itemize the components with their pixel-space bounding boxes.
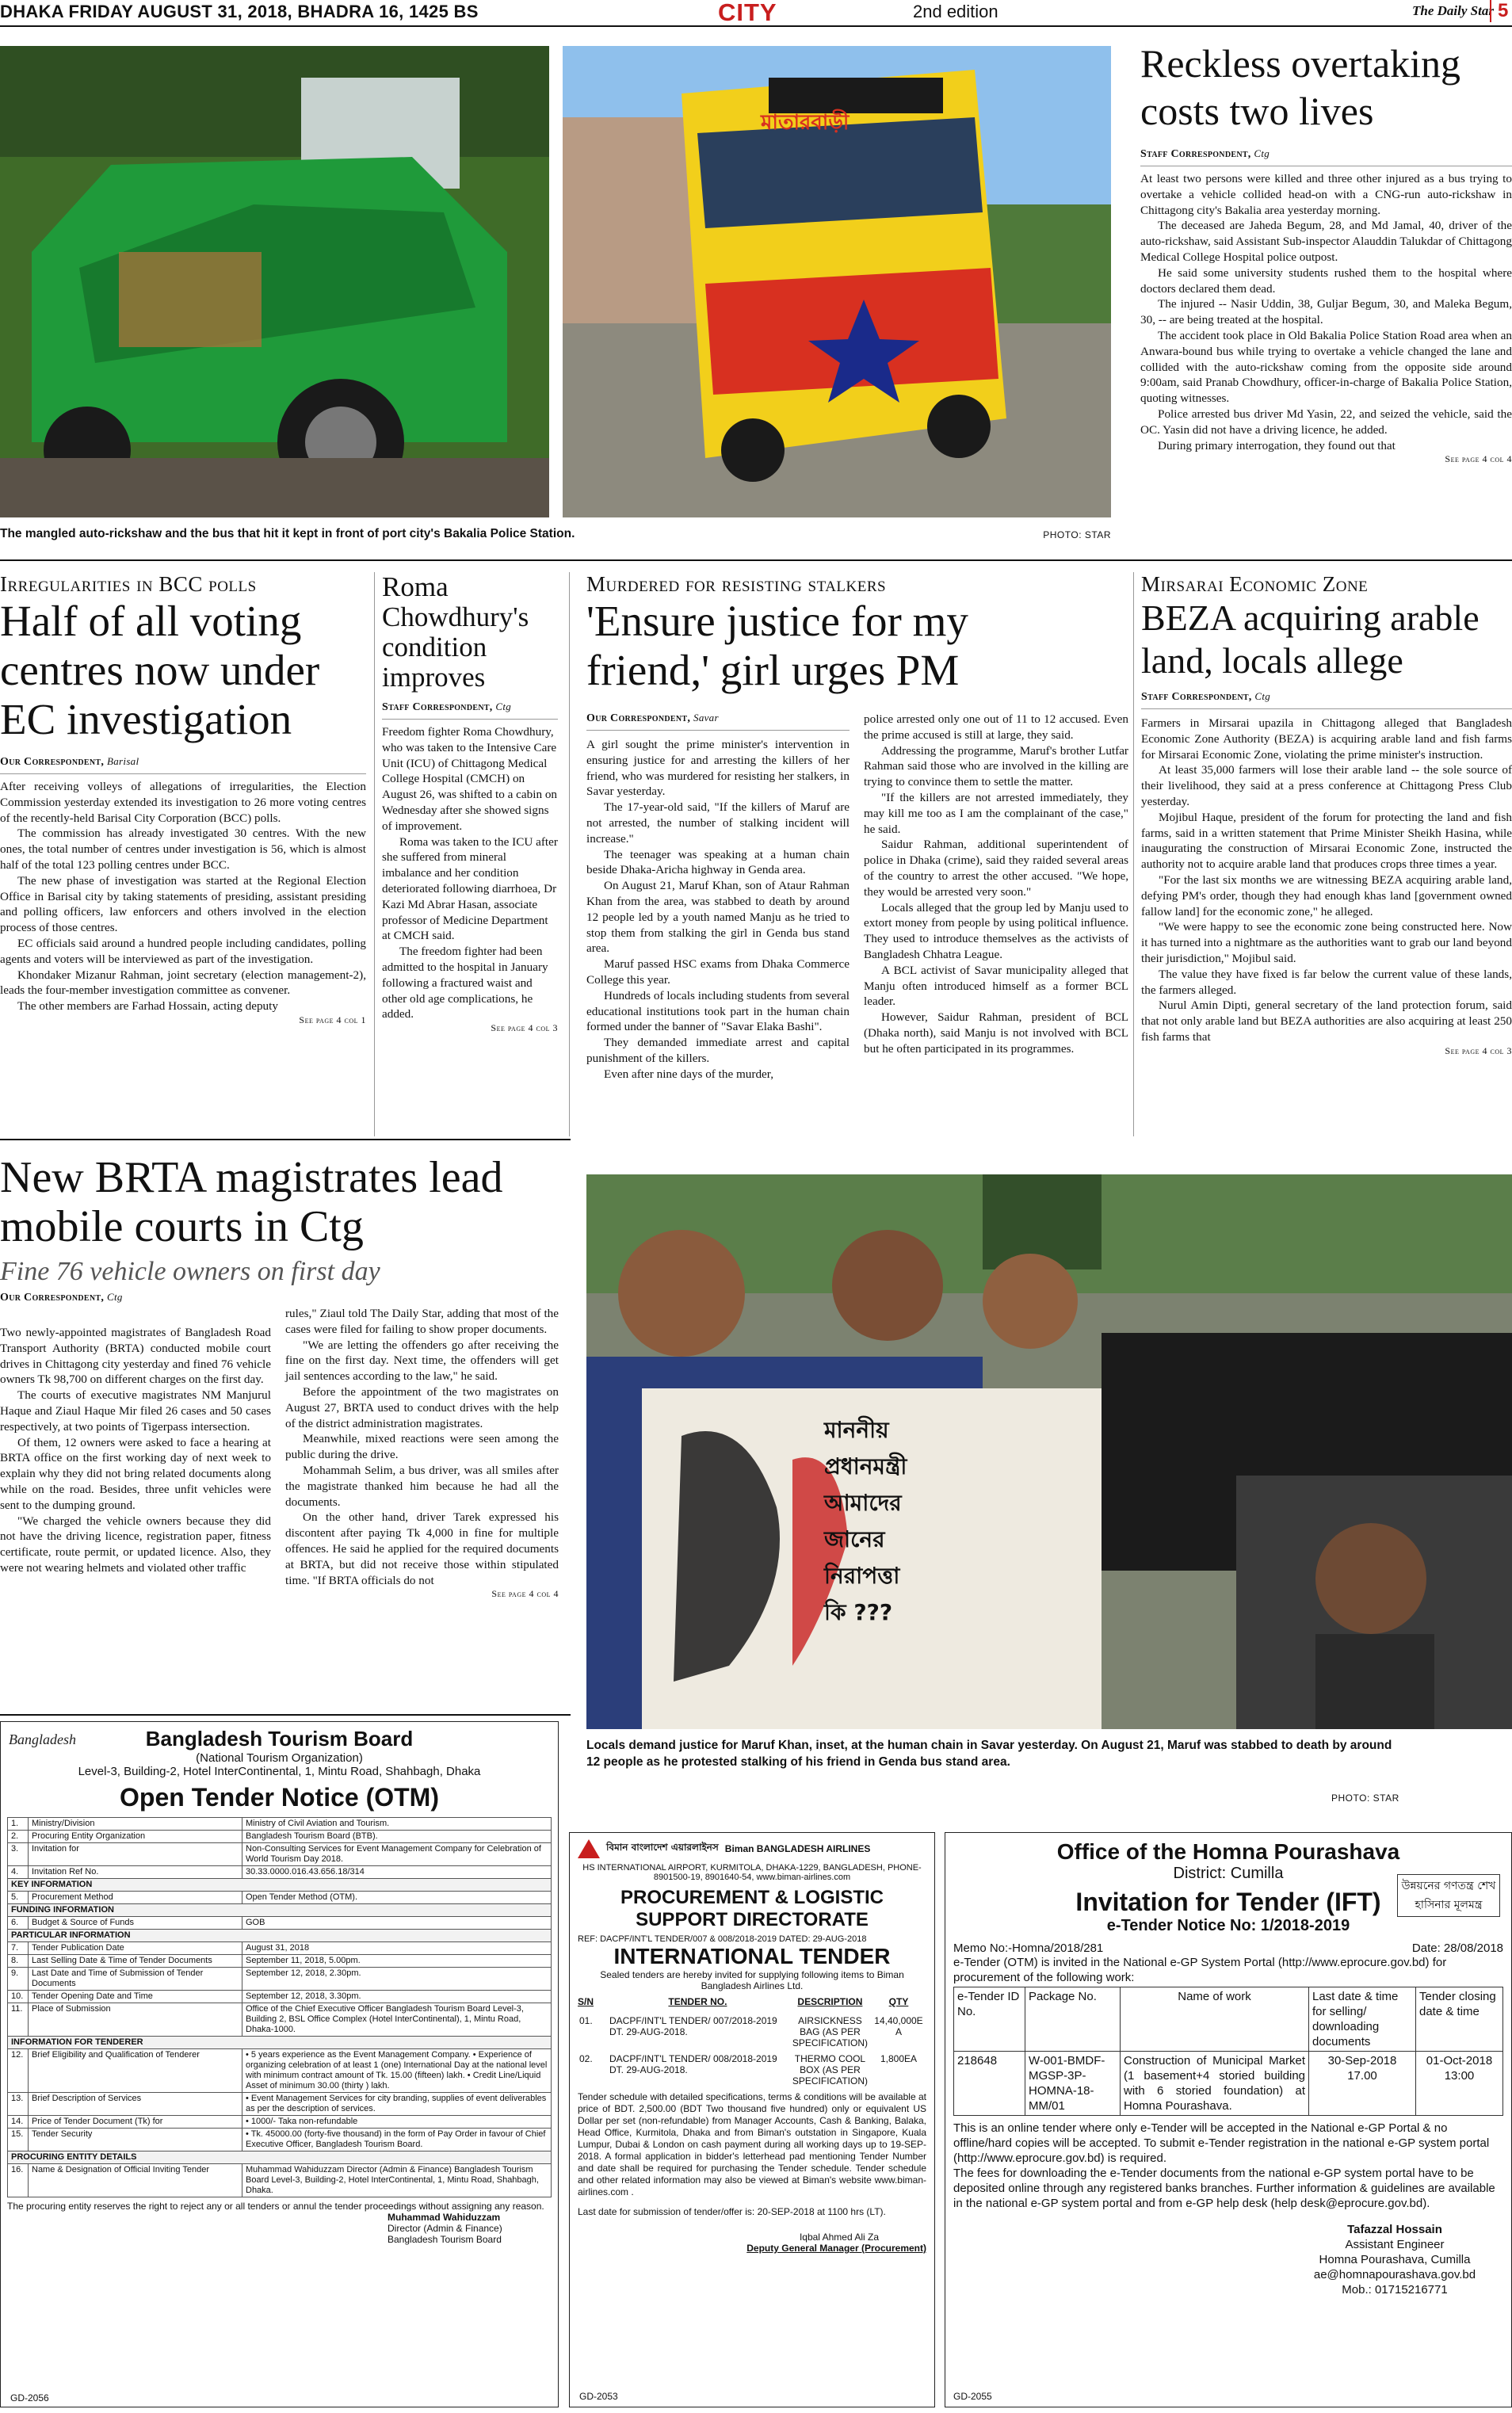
- ad-homna-pourashava: [945, 1832, 1512, 2407]
- cell: 01-Oct-2018 13:00: [1416, 2052, 1503, 2116]
- column-rule: [374, 572, 375, 1136]
- cell: Brief Eligibility and Qualification of Tenderer: [29, 2049, 242, 2093]
- col-package: Package No.: [1025, 1987, 1121, 2052]
- para: "We are letting the offenders go after receiving the fine on the first day. Next time, the offenders will get jail sentences according to the law," he said.: [285, 1338, 559, 1384]
- biman-logo-icon: [578, 1839, 600, 1858]
- cell: W-001-BMDF-MGSP-3P-HOMNA-18-MM/01: [1025, 2052, 1121, 2116]
- cell: • 5 years experience as the Event Management Company. • Experience of organizing celebration of at least 1 (one) International Day at the national level with minimum contract amount of Tk. 15.00 (fifteen) lakh. • Credit Line/Liquid Asset of minimum 30.00 (thirty ) lakh.: [242, 2049, 552, 2093]
- see-page-story2[interactable]: See page 4 col 1: [299, 1014, 366, 1025]
- biman-addr: HS INTERNATIONAL AIRPORT, KURMITOLA, DHAKA-1229, BANGLADESH, PHONE-8901500-19, 8901640-54, www.biman-airlines.com: [582, 1863, 922, 1882]
- cell: 3.: [8, 1843, 29, 1866]
- para: At least 35,000 farmers will lose their arable land -- the sole source of their livelihood, they said at a press conference at Chittagong Press Club yesterday.: [1141, 763, 1512, 808]
- table-row: [8, 1879, 552, 1892]
- para: Farmers in Mirsarai upazila in Chittagong alleged that Bangladesh Economic Zone Authority (BEZA) is acquiring arable land and fish farms for Mirsarai Economic Zone, violating the prime minister's instruction.: [1141, 716, 1512, 762]
- cell: THERMO COOL BOX (AS PER SPECIFICATION): [792, 2053, 868, 2087]
- para: He said some university students rushed them to the hospital where doctors declared them dead.: [1140, 265, 1512, 296]
- subhead-brta: Fine 76 vehicle owners on first day: [0, 1257, 380, 1286]
- masthead-date: DHAKA FRIDAY AUGUST 31, 2018, BHADRA 16, 1425 BS: [0, 2, 479, 21]
- cell: Budget & Source of Funds: [29, 1917, 242, 1930]
- para: A girl sought the prime minister's intervention in ensuring justice for and arresting the killers of her friend, who was murdered for resisting her stalkers, in Savar yesterday.: [586, 738, 850, 799]
- biman-title: INTERNATIONAL TENDER: [613, 1944, 891, 1968]
- see-page-story5[interactable]: See page 4 col 3: [1445, 1044, 1512, 1056]
- table-row: [8, 2129, 552, 2151]
- para: The injured -- Nasir Uddin, 38, Guljar Begum, 30, and Maleka Begum, 30, -- are being treated at the hospital.: [1140, 297, 1512, 327]
- cell: 218648: [954, 2052, 1025, 2116]
- ad-tourism-board: [0, 1721, 559, 2407]
- body-story2: [0, 779, 366, 1014]
- para: Meanwhile, mixed reactions were seen among the public during the drive.: [285, 1432, 559, 1462]
- paper-logo: The Daily Star: [1412, 3, 1494, 18]
- homna-signature: [1286, 2222, 1503, 2297]
- para: During primary interrogation, they found out that: [1158, 438, 1396, 452]
- cell: Open Tender Method (OTM).: [242, 1892, 552, 1904]
- headline-roma-chowdhury: Roma Chowdhury's condition improves: [382, 571, 529, 693]
- para: On the other hand, driver Tarek expressed his discontent after paying Tk 4,000 in fine for multiple offences. He said he applied for the required documents at BRTA, but did not receive those within stipulated time. "If BRTA officials do not: [285, 1510, 559, 1587]
- byline-story6: [0, 1291, 559, 1304]
- byline-story1-name: Staff Correspondent,: [1140, 148, 1251, 160]
- cell: • Event Management Services for city branding, supplies of event deliverables as per the description of services.: [242, 2093, 552, 2116]
- body-story6-col2: [285, 1306, 559, 1588]
- byline-story5: [1141, 690, 1512, 704]
- para: Maruf passed HSC exams from Dhaka Commerce College this year.: [586, 957, 850, 987]
- biman-body: Tender schedule with detailed specifications, terms & conditions will be available at price of BDT. 2,500.00 (BDT Two thousand five hundred) only or equivalent US Dollar per set (non-refundable) from Manager Accounts, Cash & Banking, Balaka, Head Office, Kurmitola, Dhaka and from Biman's outstation in Singapore, Kuala Lumpur, Dubai & London on cash payment during all working days up to 19-SEP-2018. A formal application in bidder's letterhead pad mentioning Tender Number and date shall be required for purchasing the Tender schedule. Tender schedule and other related information may also be viewed at Biman's website www.biman-airlines.com .: [578, 2091, 926, 2197]
- para: The new phase of investigation was started at the Regional Election Office in Barisal city by taking statements of presiding, assistant presiding and polling officers, law enforcers and others involved in the election process of those centres.: [0, 873, 366, 935]
- cell: Price of Tender Document (Tk) for: [29, 2116, 242, 2129]
- para: rules," Ziaul told The Daily Star, adding that most of the cases were filed for failing to show proper documents.: [285, 1307, 559, 1336]
- cell: 30-Sep-2018 17.00: [1309, 2052, 1416, 2116]
- sig-title: Assistant Engineer: [1345, 2238, 1445, 2251]
- col-last-date: Last date & time for selling/ downloading documents: [1309, 1987, 1416, 2052]
- cell: September 12, 2018, 3.30pm.: [242, 1991, 552, 2003]
- table-row: [8, 2093, 552, 2116]
- headline-bcc-polls: Half of all voting centres now under EC investigation: [0, 597, 320, 743]
- body-story4-col1: [586, 737, 850, 1082]
- cell: 16.: [8, 2164, 29, 2197]
- para: Nurul Amin Dipti, general secretary of the land protection forum, said that not only arable land but BEZA authorities are also acquiring at least 250 fish farms that: [1141, 998, 1512, 1044]
- para: "We charged the vehicle owners because they did not have the driving licence, registration paper, fitness certificate, route permit, or updated licence. Also, they were not wearing helmets and violated other traffic: [0, 1514, 271, 1575]
- see-page-story3[interactable]: See page 4 col 3: [491, 1022, 558, 1034]
- homna-work-table: [953, 1987, 1503, 2116]
- table-row: [578, 2007, 926, 2048]
- para: Mohammah Selim, a bus driver, was all smiles after the magistrate thanked him because he had all the documents.: [285, 1463, 559, 1509]
- col-tender-no: TENDER NO.: [668, 1996, 727, 2007]
- cell: 12.: [8, 2049, 29, 2093]
- page-number: 5: [1490, 0, 1508, 22]
- cell: 11.: [8, 2003, 29, 2037]
- cell: September 11, 2018, 5.00pm.: [242, 1955, 552, 1968]
- cell: 7.: [8, 1942, 29, 1955]
- col-id: e-Tender ID No.: [954, 1987, 1025, 2052]
- section-header: FUNDING INFORMATION: [8, 1904, 552, 1917]
- table-row: [578, 2048, 926, 2087]
- body-story6-col1: [0, 1325, 271, 1576]
- cell: 1.: [8, 1818, 29, 1831]
- para: Saidur Rahman, additional superintendent of police in Dhaka (crime), said they raided several areas of the country to arrest the other accused. "We hope, they would be arrested very soon.": [864, 838, 1128, 899]
- cell: 6.: [8, 1917, 29, 1930]
- cell: September 12, 2018, 2.30pm.: [242, 1968, 552, 1991]
- bus-sign-text: মাতারবাড়ী: [761, 111, 850, 135]
- cell: Non-Consulting Services for Event Management Company for Celebration of World Tourism Day 2018.: [242, 1843, 552, 1866]
- byline-story2: [0, 755, 366, 769]
- para: At least two persons were killed and three other injured as a bus trying to overtake a vehicle collided head-on with a CNG-run auto-rickshaw in Chittagong city's Bakalia area yesterday morning.: [1140, 172, 1512, 217]
- cell: Procurement Method: [29, 1892, 242, 1904]
- story-brta: [0, 1153, 559, 1304]
- cell: Brief Description of Services: [29, 2093, 242, 2116]
- para: The other members are Farhad Hossain, acting deputy: [17, 999, 278, 1014]
- section-header: KEY INFORMATION: [8, 1879, 552, 1892]
- byline-story5-name: Staff Correspondent,: [1141, 691, 1252, 703]
- cell: GOB: [242, 1917, 552, 1930]
- edition-label: 2nd edition: [913, 2, 998, 21]
- para: Mojibul Haque, president of the forum for protecting the land and fish farms, said in a written statement that Prime Minister Sheikh Hasina, while inaugurating the construction of Mirsarai Economic Zone, instructed the authority not to acquire arable land that produces crops three times a year.: [1141, 810, 1512, 872]
- byline-story2-name: Our Correspondent,: [0, 756, 105, 768]
- cell: Construction of Municipal Market (1 basement+4 storied building with 6 storied foundation) at Homna Pourashava.: [1121, 2052, 1309, 2116]
- byline-story4-name: Our Correspondent,: [586, 712, 691, 724]
- col-description: DESCRIPTION: [797, 1996, 863, 2007]
- divider: [0, 1139, 571, 1140]
- see-page-story1[interactable]: See page 4 col 4: [1445, 453, 1512, 465]
- sig-org: Bangladesh Tourism Board: [388, 2234, 502, 2245]
- ad1-title: Open Tender Notice (OTM): [120, 1783, 439, 1812]
- homna-slogan: উন্নয়নের গণতন্ত্র শেখ হাসিনার মূলমন্ত্র: [1397, 1874, 1500, 1917]
- table-row: [8, 1843, 552, 1866]
- photo-auto-rickshaw: [0, 46, 549, 517]
- cell: Muhammad Wahiduzzam Director (Admin & Finance) Bangladesh Tourism Board Level-3, Building-2, Hotel InterContinental, 1, Mintu Road, Shahbagh, Dhaka.: [242, 2164, 552, 2197]
- biman-intro: Sealed tenders are hereby invited for supplying following items to Biman Bangladesh Airlines Ltd.: [600, 1969, 904, 1991]
- story-reckless-overtaking: [1140, 40, 1512, 465]
- ad1-header: [7, 1727, 552, 1812]
- headline-ensure-justice: 'Ensure justice for my friend,' girl urges PM: [586, 597, 968, 694]
- table-row: [8, 1818, 552, 1831]
- para: However, Saidur Rahman, president of BCL (Dhaka north), said Manju is not involved with BCL but he often participated in its programmes.: [864, 1010, 1128, 1056]
- headline-brta: New BRTA magistrates lead mobile courts in Ctg: [0, 1153, 503, 1251]
- para: Even after nine days of the murder,: [604, 1067, 774, 1081]
- homna-intro: e-Tender (OTM) is invited in the National e-GP System Portal (http://www.eprocure.gov.bd) for procurement of the following work:: [953, 1956, 1447, 1984]
- biman-brand-row: [578, 1839, 926, 1858]
- para: Police arrested bus driver Md Yasin, 22, and seized the vehicle, said the OC. Yasin did not have a driving licence, he added.: [1140, 407, 1512, 437]
- col-closing: Tender closing date & time: [1416, 1987, 1503, 2052]
- para: Two newly-appointed magistrates of Bangladesh Road Transport Authority (BRTA) conducted mobile court drives in Chittagong city yesterday and fined 76 vehicle owners Tk 98,700 on different charges on the first day.: [0, 1326, 271, 1387]
- biman-ref: REF: DACPF/INT'L TENDER/007 & 008/2018-2019 DATED: 29-AUG-2018: [578, 1934, 867, 1944]
- sig-org: Homna Pourashava, Cumilla: [1319, 2253, 1471, 2266]
- sig-name: Muhammad Wahiduzzam: [388, 2212, 501, 2223]
- body-story4-col2: [864, 712, 1128, 1057]
- human-chain-illustration: [586, 1174, 1512, 1729]
- table-row: [8, 1831, 552, 1843]
- cell: Invitation for: [29, 1843, 242, 1866]
- ad3-code: GD-2055: [953, 2391, 992, 2402]
- table-row: [8, 2151, 552, 2164]
- para: Freedom fighter Roma Chowdhury, who was taken to the Intensive Care Unit (ICU) of Chittagong Medical College Hospital (CMCH) on August 26, was shifted to a cabin on Wednesday after she showed signs of improvement.: [382, 725, 558, 833]
- table-row: [8, 1968, 552, 1991]
- tourism-logo: Bangladesh: [9, 1731, 76, 1747]
- section-header: INFORMATION FOR TENDERER: [8, 2037, 552, 2049]
- divider: [0, 559, 1512, 561]
- column-rule: [1133, 572, 1134, 1136]
- homna-p1: This is an online tender where only e-Tender will be accepted in the National e-GP Portal & no offline/hard copies will be accepted. To submit e-Tender registration in the national e-GP system portal (http://www.eprocure.gov.bd) is required.: [953, 2121, 1490, 2165]
- cell: 8.: [8, 1955, 29, 1968]
- para: "We were happy to see the economic zone being constructed here. Now it has turned into a nightmare as the authorities want to grab our land beyond their jurisdiction," Mojibul said.: [1141, 920, 1512, 965]
- biman-dept: PROCUREMENT & LOGISTIC SUPPORT DIRECTORATE: [620, 1887, 884, 1930]
- column-rule: [569, 572, 570, 1136]
- table-row: [8, 1930, 552, 1942]
- see-page-story6[interactable]: See page 4 col 4: [491, 1588, 559, 1600]
- body-story5: [1141, 716, 1512, 1045]
- table-row: [954, 2052, 1503, 2116]
- cell: Last Selling Date & Time of Tender Documents: [29, 1955, 242, 1968]
- para: The accident took place in Old Bakalia Police Station Road area when an Anwara-bound bus while trying to overtake a vehicle changed the lane and collided with the auto-rickshaw coming from the opposite side around 9:00am, said Pranab Chowdhury, officer-in-charge of Bakalia Police Station, quoting witnesses.: [1140, 328, 1512, 406]
- photo-human-chain: [586, 1174, 1512, 1729]
- para: The 17-year-old said, "If the killers of Maruf are not arrested, the number of stalking incident will increase.": [586, 800, 850, 846]
- photo-bus: [563, 46, 1111, 517]
- byline-story4: [586, 712, 850, 725]
- cell: 30.33.0000.016.43.656.18/314: [242, 1866, 552, 1879]
- auto-rickshaw-illustration: [0, 46, 549, 517]
- para: On August 21, Maruf Khan, son of Ataur Rahman Khan from the area, was stabbed to death by around 12 people led by a youth named Manju as he tried to stop them from stalking the girl in Genda bus stand area.: [586, 879, 850, 956]
- story4-col2: [864, 712, 1128, 1057]
- table-row: [8, 1955, 552, 1968]
- cell: 1,800EA: [880, 2053, 918, 2064]
- para: The commission has already investigated 30 centres. With the new ones, the total number of centres under investigation is 56, which is almost half of the total 123 polling centres under BCC.: [0, 827, 366, 872]
- para: Of them, 12 owners were asked to face a hearing at BRTA office on the first working day of next week to explain why they did not bring related documents along while on the road. Besides, three unfit vehicles were sent to the dumping ground.: [0, 1435, 271, 1512]
- para: The courts of executive magistrates NM Manjurul Haque and Ziaul Haque Mir filed 26 cases and 50 cases respectively, at two points of Tigerpass intersection.: [0, 1388, 271, 1434]
- sig-name: Tafazzal Hossain: [1347, 2223, 1442, 2236]
- ad-biman-tender: [569, 1832, 935, 2407]
- ad1-addr: Level-3, Building-2, Hotel InterContinental, 1, Mintu Road, Shahbagh, Dhaka: [78, 1765, 481, 1778]
- para: Before the appointment of the two magistrates on August 27, BRTA used to conduct drives with the help of the district administration magistrates.: [285, 1384, 559, 1430]
- story6-col2: [285, 1306, 559, 1600]
- cell: Tender Security: [29, 2129, 242, 2151]
- cell: 13.: [8, 2093, 29, 2116]
- cell: • 1000/- Taka non-refundable: [242, 2116, 552, 2129]
- section-header: PROCURING ENTITY DETAILS: [8, 2151, 552, 2164]
- col-sn: S/N: [578, 1996, 594, 2007]
- para: They demanded immediate arrest and capital punishment of the killers.: [586, 1036, 850, 1065]
- cell: 2.: [8, 1831, 29, 1843]
- protest-banner-text: মাননীয় প্রধানমন্ত্রী আমাদের জানের নিরাপত্তা কি ???: [824, 1417, 907, 1625]
- para: Roma was taken to the ICU after she suffered from mineral imbalance and her condition deteriorated following diarrhoea, Dr Kazi Md Abrar Hasan, associate professor of Medicine Department at CMCH said.: [382, 834, 558, 943]
- table-row: [8, 1892, 552, 1904]
- byline-story6-place: Ctg: [107, 1291, 123, 1303]
- section-title: CITY: [718, 0, 777, 26]
- cell: Ministry/Division: [29, 1818, 242, 1831]
- masthead: [0, 0, 1512, 27]
- byline-story3-place: Ctg: [495, 701, 512, 712]
- body-story1: [1140, 171, 1512, 453]
- biman-brand: Biman BANGLADESH AIRLINES: [724, 1843, 871, 1854]
- cell: Tender Opening Date and Time: [29, 1991, 242, 2003]
- byline-story5-place: Ctg: [1254, 690, 1271, 702]
- table-row: [8, 1904, 552, 1917]
- cell: August 31, 2018: [242, 1942, 552, 1955]
- para: The deceased are Jaheda Begum, 28, and Md Jamal, 40, driver of the auto-rickshaw, said Assistant Sub-inspector Alauddin Talukdar of Chittagong Medical College Hospital police outpost.: [1140, 219, 1512, 264]
- headline-reckless-overtaking: Reckless overtaking costs two lives: [1140, 41, 1461, 133]
- story6-col1: [0, 1325, 271, 1576]
- table-row: [8, 2116, 552, 2129]
- para: A BCL activist of Savar municipality alleged that Manju often introduced himself as a former BCL leader.: [864, 963, 1128, 1009]
- cell: AIRSICKNESS BAG (AS PER SPECIFICATION): [792, 2015, 868, 2048]
- ad1-org: Bangladesh Tourism Board: [145, 1727, 414, 1751]
- para: After receiving volleys of allegations of irregularities, the Election Commission yesterday extended its investigation to 26 more voting centres of the recently-held Barisal City Corporation (BCC) polls.: [0, 780, 366, 825]
- photo-credit-1: PHOTO: STAR: [1043, 529, 1111, 540]
- cell: Tender Publication Date: [29, 1942, 242, 1955]
- section-header: PARTICULAR INFORMATION: [8, 1930, 552, 1942]
- para: The value they have fixed is far below the current value of these lands, the farmers alleged.: [1141, 967, 1512, 997]
- cell: 02.: [579, 2053, 593, 2064]
- kicker-story4: Murdered for resisting stalkers: [586, 572, 887, 596]
- homna-memo-row: [953, 1941, 1503, 1955]
- biman-sig: Iqbal Ahmed Ali Za: [799, 2232, 879, 2243]
- table-row: [8, 2049, 552, 2093]
- cell: Office of the Chief Executive Officer Bangladesh Tourism Board Level-3, Building 2, BSL Office Complex (Hotel InterContinental), 1, Mintu Road, Dhaka-1000.: [242, 2003, 552, 2037]
- divider: [0, 1714, 571, 1716]
- cell: 10.: [8, 1991, 29, 2003]
- kicker-story2: Irregularities in BCC polls: [0, 572, 257, 596]
- cell: Procuring Entity Organization: [29, 1831, 242, 1843]
- story-bcc-polls: [0, 572, 366, 1026]
- sig-mobile: Mob.: 01715216771: [1342, 2283, 1448, 2297]
- homna-office: Office of the Homna Pourashava: [1056, 1839, 1400, 1864]
- story4-col1: [586, 712, 850, 1082]
- cell: • Tk. 45000.00 (forty-five thousand) in the form of Pay Order in favour of Chief Executive Officer, Bangladesh Tourism Board.: [242, 2129, 552, 2151]
- table-row: [8, 2164, 552, 2197]
- story-roma-chowdhury: [382, 572, 558, 1034]
- cell: 01.: [579, 2015, 593, 2026]
- para: police arrested only one out of 11 to 12 accused. Even the prime accused is still at large, they said.: [864, 712, 1128, 742]
- cell: 4.: [8, 1866, 29, 1879]
- para: EC officials said around a hundred people including candidates, polling agents and voters will be interviewed as part of the investigation.: [0, 936, 366, 966]
- homna-memo: Memo No:-Homna/2018/281: [953, 1941, 1104, 1955]
- caption-text: Locals demand justice for Maruf Khan, inset, at the human chain in Savar yesterday. On August 21, Maruf was stabbed to death by around 12 people as he protested stalking of his friend in Genda bus stand area.: [586, 1739, 1392, 1769]
- byline-story2-place: Barisal: [107, 755, 139, 767]
- table-header: [578, 1996, 926, 2007]
- biman-brand-bn: বিমান বাংলাদেশ এয়ারলাইনস: [606, 1842, 719, 1853]
- para: The freedom fighter had been admitted to the hospital in January following a fractured waist and other old age complications, he added.: [382, 945, 548, 1021]
- cell: Ministry of Civil Aviation and Tourism.: [242, 1818, 552, 1831]
- para: The teenager was speaking at a human chain beside Dhaka-Aricha highway in Genda area.: [586, 847, 850, 877]
- table-header: [954, 1987, 1503, 2052]
- biman-sig-title: Deputy General Manager (Procurement): [746, 2243, 926, 2254]
- byline-story4-place: Savar: [693, 712, 719, 724]
- cell: DACPF/INT'L TENDER/ 007/2018-2019 DT. 29-AUG-2018.: [609, 2015, 777, 2037]
- homna-district: District: Cumilla: [1173, 1865, 1284, 1882]
- para: Locals alleged that the group led by Manju used to extort money from people by using political influence. They used to introduce themselves as the activists of Bangladesh Chhatra League.: [864, 900, 1128, 961]
- para: Khondaker Mizanur Rahman, joint secretary (election management-2), leads the four-member investigation committee as convener.: [0, 968, 366, 998]
- para: "If the killers are not arrested immediately, they may kill me too as I am the complainant of the case," he said.: [864, 790, 1128, 836]
- cell: 14.: [8, 2116, 29, 2129]
- para: Hundreds of locals including students from several educational institutions took part in the human chain formed under the banner of "Savar Elaka Bashi".: [586, 988, 850, 1034]
- photo-caption-bakalia: The mangled auto-rickshaw and the bus that hit it kept in front of port city's Bakalia Police Station.: [0, 527, 575, 540]
- para: "For the last six months we are witnessing BEZA acquiring arable land, defying PM's order, though they had enough khas land [government owned fallow land] for the economic zone," he alleged.: [1141, 872, 1512, 918]
- ad1-signature: [388, 2212, 552, 2245]
- cell: Last Date and Time of Submission of Tender Documents: [29, 1968, 242, 1991]
- cell: Name & Designation of Official Inviting Tender: [29, 2164, 242, 2197]
- ad1-sub: (National Tourism Organization): [196, 1751, 363, 1765]
- ad1-footnote: The procuring entity reserves the right to reject any or all tenders or annul the tender proceedings without assigning any reason.: [7, 2201, 544, 2212]
- byline-story1-place: Ctg: [1254, 147, 1270, 159]
- cell: Bangladesh Tourism Board (BTB).: [242, 1831, 552, 1843]
- ad1-code: GD-2056: [10, 2392, 49, 2403]
- tender-info-table: [7, 1817, 552, 2197]
- homna-title: Invitation for Tender (IFT): [1075, 1888, 1381, 1916]
- cell: Place of Submission: [29, 2003, 242, 2037]
- story-ensure-justice: [586, 572, 1128, 695]
- sig-email[interactable]: ae@homnapourashava.gov.bd: [1313, 2268, 1476, 2281]
- kicker-story5: Mirsarai Economic Zone: [1141, 572, 1369, 596]
- byline-story3: [382, 701, 558, 714]
- table-row: [8, 1917, 552, 1930]
- cell: 5.: [8, 1892, 29, 1904]
- photo-caption-human-chain: [586, 1737, 1403, 1770]
- homna-date: Date: 28/08/2018: [1411, 1941, 1503, 1955]
- story-beza: [1141, 572, 1512, 1057]
- cell: 14,40,000E A: [874, 2015, 923, 2037]
- byline-story3-name: Staff Correspondent,: [382, 701, 493, 713]
- byline-story1: [1140, 147, 1512, 161]
- cell: 9.: [8, 1968, 29, 1991]
- table-row: [8, 1866, 552, 1879]
- byline-story6-name: Our Correspondent,: [0, 1292, 105, 1304]
- photo-credit-2: PHOTO: STAR: [1331, 1793, 1399, 1804]
- sig-title: Director (Admin & Finance): [388, 2223, 502, 2234]
- table-row: [8, 2003, 552, 2037]
- table-row: [8, 1942, 552, 1955]
- body-story3: [382, 724, 558, 1022]
- biman-items-table: [578, 1996, 926, 2087]
- cell: Invitation Ref No.: [29, 1866, 242, 1879]
- col-work: Name of work: [1121, 1987, 1309, 2052]
- biman-lastdate: Last date for submission of tender/offer is: 20-SEP-2018 at 1100 hrs (LT).: [578, 2206, 886, 2217]
- cell: DACPF/INT'L TENDER/ 008/2018-2019 DT. 29-AUG-2018.: [609, 2053, 777, 2075]
- cell: 15.: [8, 2129, 29, 2151]
- table-row: [8, 1991, 552, 2003]
- para: Addressing the programme, Maruf's brother Lutfar Rahman said those who are involved in the killing are trying to convince them to settle the matter.: [864, 743, 1128, 789]
- table-row: [8, 2037, 552, 2049]
- col-qty: QTY: [888, 1996, 909, 2007]
- ad2-code: GD-2053: [579, 2391, 618, 2402]
- homna-p2: The fees for downloading the e-Tender documents from the national e-GP system portal have to be deposited online through any registered banks branches. Further information & guidelines are available in the national e-GP system portal and from e-GP help desk (help desk@eprocure.gov.bd).: [953, 2167, 1495, 2210]
- homna-notice: e-Tender Notice No: 1/2018-2019: [1106, 1917, 1350, 1934]
- headline-beza: BEZA acquiring arable land, locals allege: [1141, 598, 1480, 681]
